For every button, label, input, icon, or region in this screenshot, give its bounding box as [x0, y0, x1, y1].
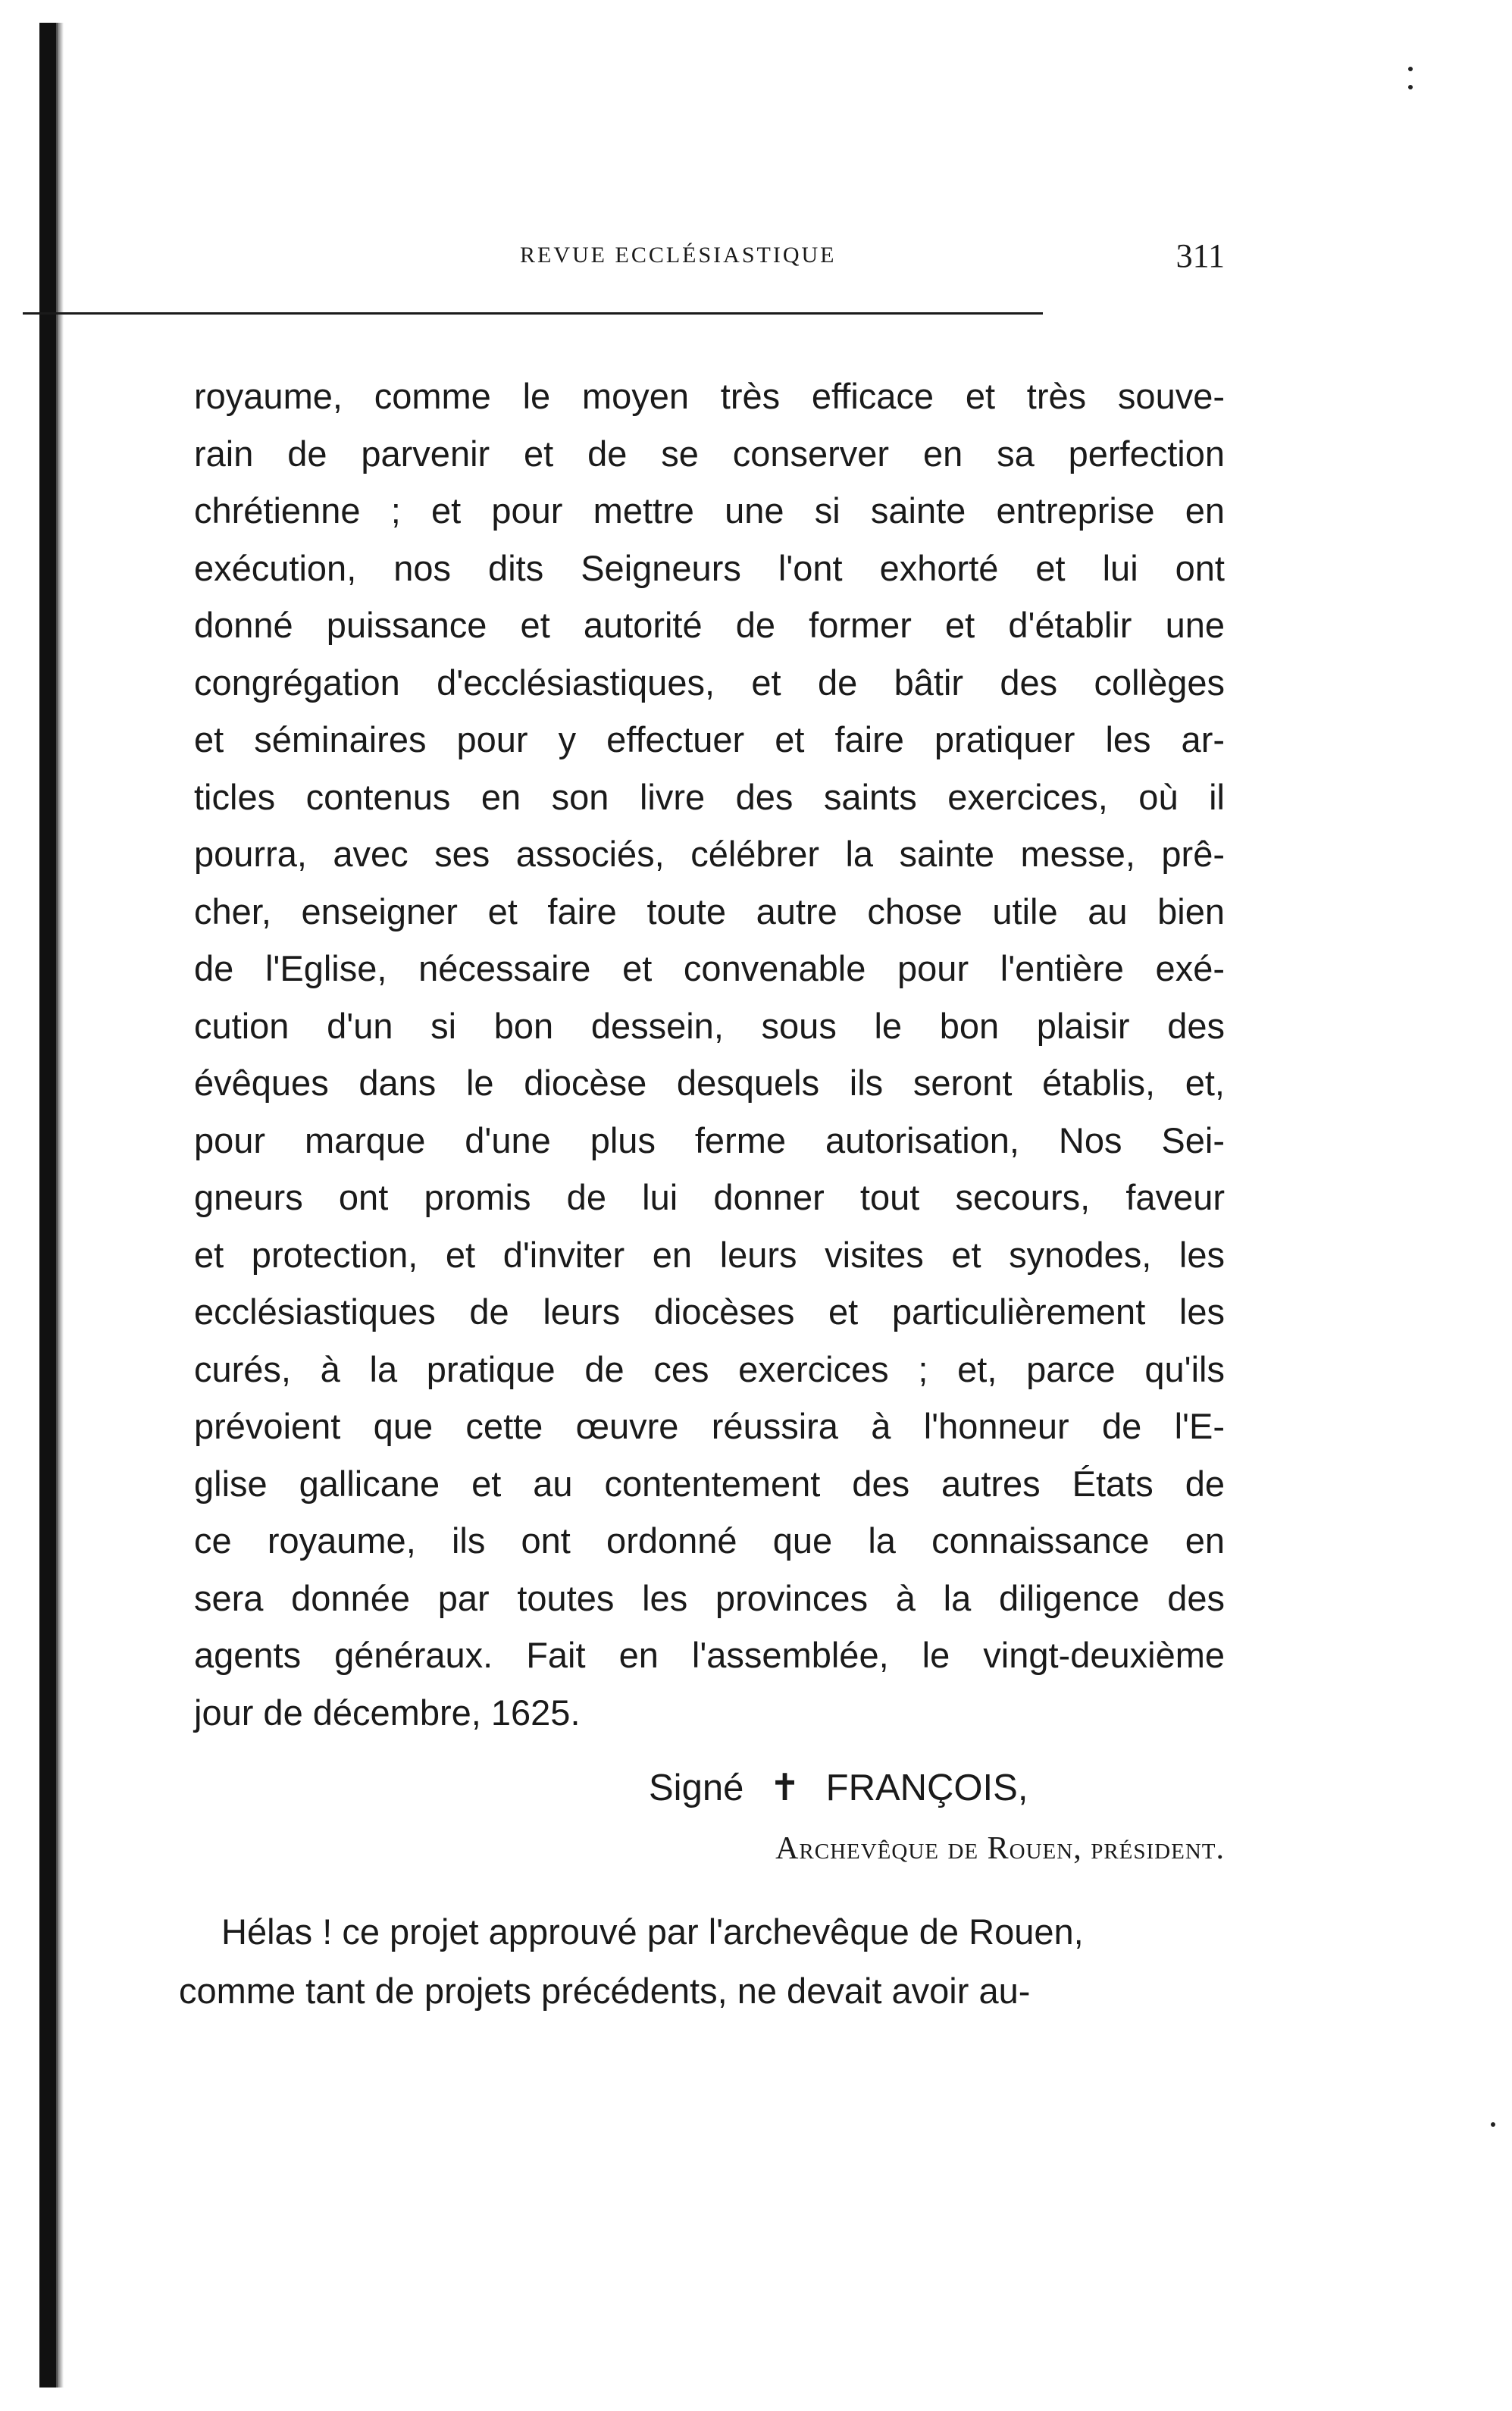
text-line: cution d'un si bon dessein, sous le bon plaisir des — [194, 1005, 1225, 1046]
speck-mark — [1408, 85, 1413, 89]
text-line: de l'Eglise, nécessaire et convenable pour l'entière exé- — [194, 948, 1225, 988]
text-line: curés, à la pratique de ces exercices ; et, parce qu'ils — [194, 1348, 1225, 1389]
text-line: évêques dans le diocèse desquels ils seront établis, et, — [194, 1063, 1225, 1103]
speck-mark — [1408, 67, 1413, 71]
text-line: sera donnée par toutes les provinces à la diligence des — [194, 1577, 1225, 1618]
body-paragraph — [194, 368, 1225, 1741]
text-line: agents généraux. Fait en l'assemblée, le vingt-deuxième — [194, 1635, 1225, 1675]
text-line: glise gallicane et au contentement des autres États de — [194, 1463, 1225, 1504]
page-number: 311 — [1175, 237, 1225, 274]
speck-mark — [1491, 2122, 1495, 2127]
running-head — [179, 235, 1225, 280]
text-line: exécution, nos dits Seigneurs l'ont exhorté et lui ont — [194, 547, 1225, 588]
text-line: cher, enseigner et faire toute autre chose utile au bien — [194, 891, 1225, 932]
text-line: prévoient que cette œuvre réussira à l'honneur de l'E- — [194, 1406, 1225, 1446]
cross-icon: ✝ — [769, 1768, 801, 1808]
page-content — [179, 235, 1225, 2011]
text-line: rain de parvenir et de se conserver en sa perfection — [194, 433, 1225, 474]
text-line: chrétienne ; et pour mettre une si sainte entreprise en — [194, 490, 1225, 531]
text-line: ticles contenus en son livre des saints exercices, où il — [194, 776, 1225, 817]
text-line: ecclésiastiques de leurs diocèses et particulièrement les — [194, 1292, 1225, 1332]
text-line: comme tant de projets précédents, ne devait avoir au- — [179, 1971, 1031, 2011]
text-line: et séminaires pour y effectuer et faire pratiquer les ar- — [194, 719, 1225, 759]
closing-paragraph — [179, 1902, 1225, 2021]
text-line: gneurs ont promis de lui donner tout secours, faveur — [194, 1177, 1225, 1217]
text-line: et protection, et d'inviter en leurs visites et synodes, les — [194, 1234, 1225, 1275]
signed-label: Signé — [649, 1768, 744, 1808]
binding-edge — [39, 23, 58, 2388]
header-rule — [23, 312, 1043, 315]
text-line: royaume, comme le moyen très efficace et très souve- — [194, 376, 1225, 416]
text-line: congrégation d'ecclésiastiques, et de bâtir des collèges — [194, 662, 1225, 703]
signatory-title: Archevêque de Rouen, président. — [775, 1831, 1225, 1866]
text-line: ce royaume, ils ont ordonné que la connaissance en — [194, 1520, 1225, 1561]
signatory-name: FRANÇOIS, — [825, 1768, 1028, 1808]
text-line: donné puissance et autorité de former et d'établir une — [194, 605, 1225, 645]
signature-line — [649, 1766, 1028, 1809]
text-line: pour marque d'une plus ferme autorisation, Nos Sei- — [194, 1119, 1225, 1160]
text-line: Hélas ! ce projet approuvé par l'archevêque de Rouen, — [221, 1912, 1084, 1952]
text-line: pourra, avec ses associés, célébrer la sainte messe, prê- — [194, 834, 1225, 874]
text-line: jour de décembre, 1625. — [194, 1692, 581, 1733]
running-title: REVUE ECCLÉSIASTIQUE — [520, 243, 837, 268]
